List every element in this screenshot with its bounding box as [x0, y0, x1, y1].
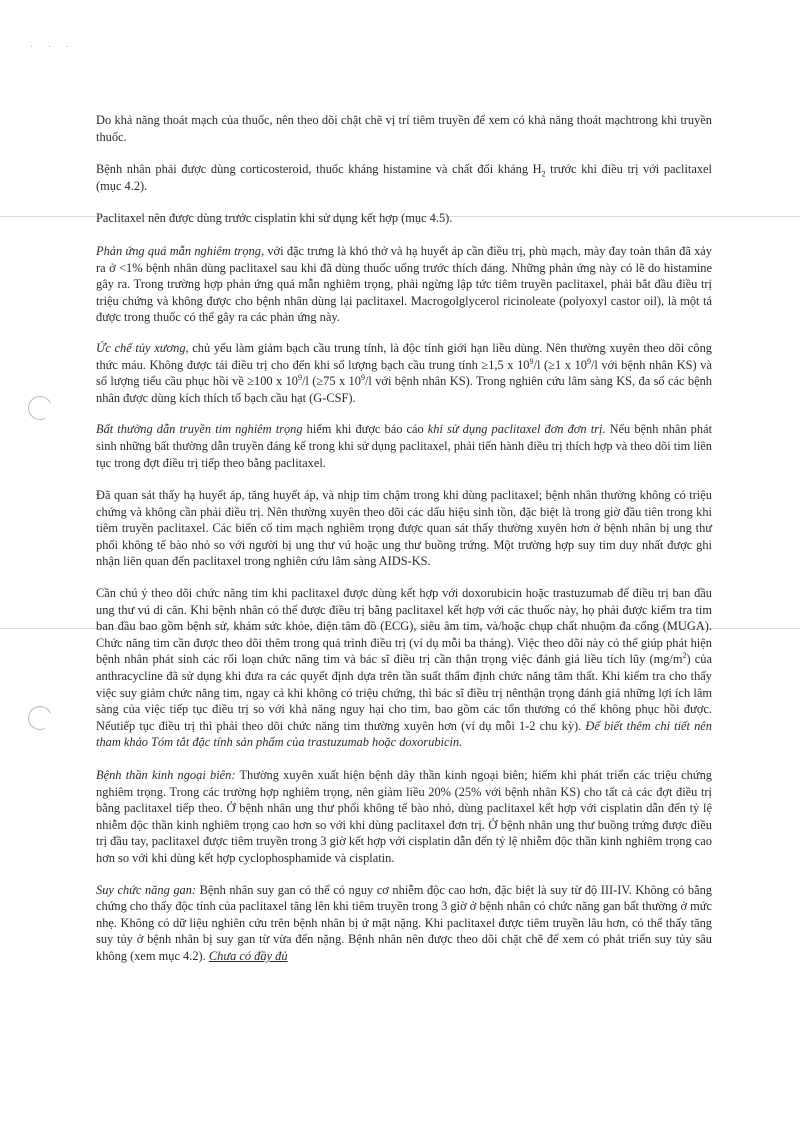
- paragraph: [96, 210, 712, 227]
- text-segment: , chủ yếu làm giảm bạch cầu trung tính, là độc tính giới hạn liều dùng. Nên thường xuyên theo dõi công thức máu. Không được tái điều trị cho đến khi số lượng bạch cầu trung tính ≥1,5 x 10: [96, 340, 712, 372]
- text-segment-italic: Ức chế tủy xương: [96, 340, 186, 355]
- text-segment-italic: Bất thường dẫn truyền tim nghiêm trọng: [96, 422, 303, 437]
- punch-hole-mark: [25, 393, 56, 424]
- text-segment-sup: 9: [297, 373, 302, 382]
- text-segment-italic: Suy chức năng gan:: [96, 882, 197, 897]
- text-segment: hiếm khi được báo cáo: [302, 422, 428, 437]
- text-segment: Paclitaxel nên được dùng trước cisplatin khi sử dụng kết hợp (mục 4.5).: [96, 211, 453, 226]
- text-segment: /l với bệnh nhân KS) và số lượng tiểu cầu phục hồi về ≥100 x 10: [96, 357, 712, 389]
- paragraph: [96, 243, 712, 326]
- text-segment-italic: Phản ứng quá mẫn nghiêm trọng,: [96, 243, 265, 258]
- text-segment-sub: 2: [541, 169, 546, 179]
- paragraph: [96, 767, 712, 867]
- paragraph: [96, 585, 712, 751]
- paragraph: [96, 161, 712, 194]
- text-segment: trước khi điều trị với paclitaxel (mục 4.2).: [96, 162, 712, 193]
- text-segment: Cần chú ý theo dõi chức năng tim khi paclitaxel được dùng kết hợp với doxorubicin hoặc trastuzumab để điều trị ban đầu ung thư vú di căn. Khi bệnh nhân có thể được điều trị bằng paclitaxel kết hợp với các thuốc này, họ phải được kiểm tra tim ban đầu bao gồm bệnh sử, khám sức khỏe, điện tâm đồ (ECG), siêu âm tim, và/hoặc chụp chất nhuộm đa cổng (MUGA). Chức năng tim cần được theo dõi thêm trong quá trình điều trị (ví dụ mỗi ba tháng). Việc theo dõi này có thể giúp phát hiện bệnh nhân phát sinh các rối loạn chức năng tim và bác sĩ điều trị cần thận trọng việc đánh giá liều tích lũy (mg/m: [96, 586, 712, 667]
- text-segment-sup: 9: [586, 356, 591, 366]
- text-segment-italic: Để biết thêm chi tiết nên tham khảo Tóm tắt đặc tính sản phẩm của trastuzumab hoặc doxorubicin.: [96, 718, 712, 750]
- document-body: [96, 112, 712, 981]
- text-segment: Bệnh nhân phải được dùng corticosteroid, thuốc kháng histamine và chất đối kháng H: [96, 162, 542, 177]
- text-segment-sup: 2: [682, 651, 687, 661]
- text-segment-sup: 9: [529, 356, 534, 366]
- text-segment-sup: 9: [360, 373, 365, 382]
- paragraph: [96, 421, 712, 471]
- text-segment-italic-underline: Chưa có đầy đủ: [208, 948, 288, 963]
- text-segment: /l (≥75 x 10: [301, 374, 361, 389]
- text-segment: . Nếu bệnh nhân phát sinh những bất thường dẫn truyền đáng kể trong khi sử dụng paclitaxel, phải tiến hành điều trị thích hợp và theo dõi tim liên tục trong đợt điều trị tiếp theo bằng paclitaxel.: [96, 422, 713, 470]
- punch-hole-mark: [25, 703, 56, 734]
- paragraph: [96, 112, 712, 145]
- scan-specks: · · ·: [30, 42, 75, 53]
- text-segment: ) của anthracycline đã sử dụng khi đưa ra các quyết định dựa trên tần suất thẩm định chức năng tâm thất. Khi kiểm tra cho thấy việc suy giảm chức năng tim, ngay cả khi không có triệu chứng, thì bác sĩ điều trị nênthận trọng đánh giá những lợi ích lâm sàng của việc tiếp tục điều trị so với khả năng nguy hại cho tim, bao gồm các tổn thương có thể không phục hồi được. Nếutiếp tục điều trị thì phải theo dõi chức năng tim thường xuyên hơn (ví dụ mỗi 1-2 chu kỳ).: [96, 652, 712, 733]
- text-segment-italic: khi sử dụng paclitaxel đơn đơn trị: [427, 422, 603, 437]
- text-segment: Đã quan sát thấy hạ huyết áp, tăng huyết áp, và nhịp tim chậm trong khi dùng paclitaxel; bệnh nhân thường không có triệu chứng và không cần phải điều trị. Nên thường xuyên theo dõi các dấu hiệu sinh tồn, đặc biệt là trong giờ đầu tiên trong khi tiêm truyền paclitaxel. Các biến cố tim mạch nghiêm trọng được quan sát thấy thường xuyên hơn ở bệnh nhân bị ung thư phổi không tế bào nhỏ so với người bị ung thư vú hoặc ung thư buồng trứng. Một trường hợp suy tim duy nhất được ghi nhận liên quan đến paclitaxel trong nghiên cứu lâm sàng AIDS-KS.: [96, 488, 712, 569]
- text-segment: Bệnh nhân suy gan có thể có nguy cơ nhiễm độc cao hơn, đặc biệt là suy từ độ III-IV. Không có bằng chứng cho thấy độc tính của paclitaxel tăng lên khi tiêm truyền trong 3 giờ ở bệnh nhân có chức năng gan bất thường ở mức nhẹ. Không có dữ liệu nghiên cứu trên bệnh nhân bị ứ mật nặng. Khi paclitaxel được tiêm truyền lâu hơn, có thể thấy tăng suy tủy ở bệnh nhân bị suy gan từ vừa đến nặng. Bệnh nhân nên được theo dõi chặt chẽ để xem có phát triển suy tủy sâu không (xem mục 4.2).: [96, 882, 712, 963]
- text-segment: /l với bệnh nhân KS). Trong nghiên cứu lâm sàng KS, đa số các bệnh nhân được dùng kích thích tố bạch cầu hạt (G-CSF).: [96, 374, 712, 405]
- text-segment-italic: Bệnh thần kinh ngoại biên:: [96, 768, 236, 782]
- paragraph: [96, 882, 712, 965]
- paragraph: [96, 487, 712, 570]
- paragraph: [96, 340, 712, 406]
- text-segment: với đặc trưng là khó thở và hạ huyết áp cần điều trị, phù mạch, mày đay toàn thân đã xảy ra ở <1% bệnh nhân dùng paclitaxel sau khi đã dùng thuốc uống trước thích đáng. Những phản ứng này có lẽ do histamine gây ra. Trong trường hợp phản ứng quá mẫn nghiêm trọng, phải ngừng lập tức tiêm truyền paclitaxel, phải bắt đầu điều trị triệu chứng và không được cho bệnh nhân dùng lại paclitaxel. Macrogolglycerol ricinoleate (polyoxyl castor oil), là một tá được trong thuốc có thể gây ra các phản ứng này.: [96, 243, 712, 325]
- text-segment: Thường xuyên xuất hiện bệnh dây thần kinh ngoại biên; hiếm khi phát triển các triệu chứng nghiêm trọng. Trong các trường hợp nghiêm trọng, nên giảm liều 20% (25% với bệnh nhân KS) cho tất cả các đợt điều trị bằng paclitaxel tiếp theo. Ở bệnh nhân ung thư phổi không tế bào nhỏ, dùng paclitaxel kết hợp với cisplatin dẫn đến tỷ lệ nhiễm độc thần kinh nghiêm trọng cao hơn so với khi dùng paclitaxel đơn trị. Ở bệnh nhân ung thư buồng trứng được điều trị đầu tay, paclitaxel được tiêm truyền trong 3 giờ kết hợp với cisplatin dẫn đến tỷ lệ nhiễm độc thần kinh nghiêm trọng cao hơn so với khi dùng kết hợp cyclophosphamide và cisplatin.: [96, 768, 712, 865]
- text-segment: /l (≥1 x 10: [533, 357, 587, 372]
- text-segment: Do khả năng thoát mạch của thuốc, nên theo dõi chặt chẽ vị trí tiêm truyền để xem có khả năng thoát mạchtrong khi truyền thuốc.: [96, 113, 712, 144]
